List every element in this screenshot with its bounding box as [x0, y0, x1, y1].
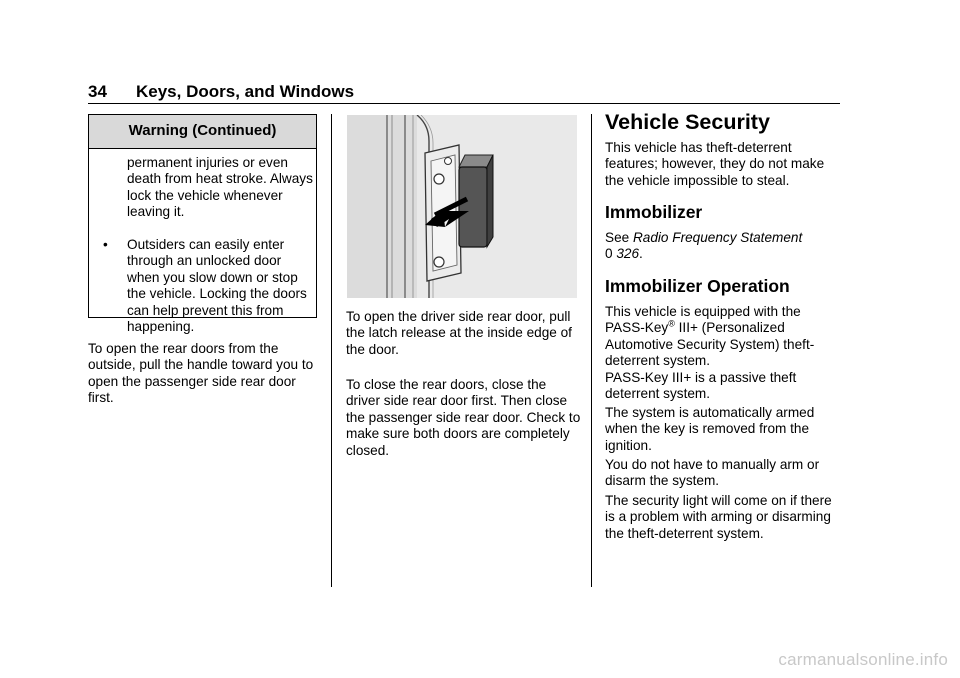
rear-doors-open-paragraph: To open the rear doors from the outside, pull the handle toward you to open the passenger side rear door first. [88, 341, 314, 406]
warning-continued-text: permanent injuries or even death from heat stroke. Always lock the vehicle whenever leaving it. [127, 155, 313, 220]
warning-item-text: Outsiders can easily enter through an unlocked door when you slow down or stop the vehicle. Locking the doors can help prevent this from happening. [127, 237, 307, 335]
immobilizer-operation-heading: Immobilizer Operation [605, 276, 790, 296]
equipped-paragraph [605, 304, 841, 402]
vehicle-security-paragraph: This vehicle has theft-deterrent features; however, they do not make the vehicle impossible to steal. [605, 140, 825, 188]
bullet-icon: • [103, 237, 108, 252]
header-rule [88, 103, 840, 104]
immobilizer-heading: Immobilizer [605, 202, 703, 222]
passive-system-text: PASS-Key III+ is a passive theft deterrent system. [605, 369, 797, 402]
manual-arm-paragraph: You do not have to manually arm or disarm the system. [605, 457, 820, 489]
warning-box [88, 114, 317, 335]
equipped-suffix: III+ (Personalized Automotive Security System) theft-deterrent system. [605, 320, 815, 369]
close-doors-paragraph: To close the rear doors, close the driver side rear door first. Then close the passenger side rear door. Check to make sure both doors are completely closed. [346, 377, 581, 458]
driver-door-open-paragraph: To open the driver side rear door, pull the latch release at the inside edge of the door. [346, 309, 572, 357]
column-divider-2 [591, 114, 592, 587]
equipped-prefix: This vehicle is equipped with the PASS-Key [605, 304, 801, 336]
section-title: Keys, Doors, and Windows [136, 82, 355, 101]
radio-frequency-link[interactable]: Radio Frequency Statement [632, 230, 803, 245]
registered-mark: ® [668, 318, 675, 329]
door-latch-illustration [347, 115, 577, 298]
warning-title: Warning (Continued) [89, 115, 316, 149]
see-suffix: . [639, 246, 643, 262]
column-divider-1 [331, 114, 332, 587]
page-number: 34 [88, 82, 107, 101]
page-header [88, 82, 840, 104]
see-reference-paragraph [605, 230, 841, 263]
see-prefix: See [605, 230, 633, 245]
security-light-paragraph: The security light will come on if there is a problem with arming or disarming the theft-deterrent system. [605, 493, 832, 541]
vehicle-security-heading: Vehicle Security [605, 110, 770, 134]
page-ref-number[interactable]: 326 [616, 246, 640, 262]
page-ref-arrow-icon: 0 [605, 246, 613, 262]
armed-paragraph: The system is automatically armed when the key is removed from the ignition. [605, 405, 815, 453]
watermark: carmanualsonline.info [778, 650, 948, 669]
